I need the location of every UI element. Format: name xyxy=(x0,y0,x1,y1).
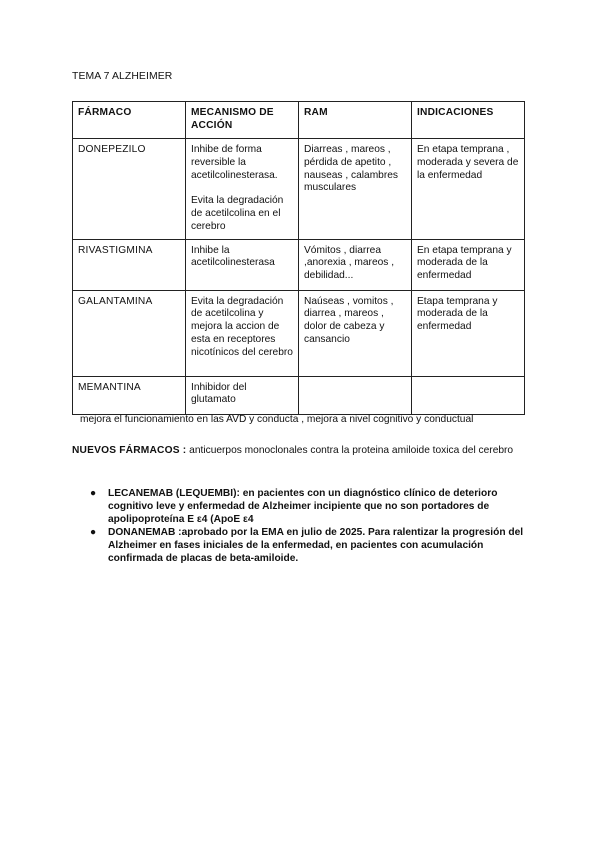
drug-mechanism xyxy=(186,139,299,240)
new-drugs-paragraph xyxy=(72,443,524,458)
drug-indications: En etapa temprana , moderada y severa de la enfermedad xyxy=(412,139,525,240)
list-item xyxy=(72,487,524,526)
drug-name: DONEPEZILO xyxy=(73,139,186,240)
drug-indications xyxy=(412,376,525,414)
header-ram: RAM xyxy=(299,102,412,139)
paragraph-gap xyxy=(191,182,293,195)
table-footnote: mejora el funcionamiento en las AVD y conducta , mejora a nivel cognitivo y conductual xyxy=(80,414,474,425)
table-row xyxy=(73,139,525,240)
list-item-text: DONANEMAB :aprobado por la EMA en julio de 2025. Para ralentizar la progresión del Alzheimer en fases iniciales de la enfermedad, en pacientes con acumulación confirmada de placas de beta-amiloide. xyxy=(108,527,524,564)
new-drugs-list xyxy=(72,487,524,565)
document-title: TEMA 7 ALZHEIMER xyxy=(72,71,173,82)
mechanism-text: Evita la degradación de acetilcolina en el cerebro xyxy=(191,195,284,232)
header-indications: INDICACIONES xyxy=(412,102,525,139)
bullet-icon: ● xyxy=(90,488,97,499)
table-header-row xyxy=(73,102,525,139)
list-item-text: LECANEMAB (LEQUEMBI): en pacientes con un diagnóstico clínico de deterioro cognitivo leve y enfermedad de Alzheimer incipiente que no son portadores de apolipoproteína E ε4 (ApoE ε4 xyxy=(108,488,498,525)
mechanism-text: Inhibe de forma reversible la acetilcolinesterasa. xyxy=(191,144,278,181)
drug-mechanism: Evita la degradación de acetilcolina y mejora la accion de esta en receptores nicotínicos del cerebro xyxy=(186,290,299,376)
drug-mechanism: Inhibe la acetilcolinesterasa xyxy=(186,239,299,290)
bullet-icon: ● xyxy=(90,527,97,538)
drug-indications: En etapa temprana y moderada de la enfermedad xyxy=(412,239,525,290)
drug-ram: Vómitos , diarrea ,anorexia , mareos , debilidad... xyxy=(299,239,412,290)
drug-indications: Etapa temprana y moderada de la enfermedad xyxy=(412,290,525,376)
drug-name: RIVASTIGMINA xyxy=(73,239,186,290)
new-drugs-label: NUEVOS FÁRMACOS : xyxy=(72,445,187,456)
drug-mechanism: Inhibidor del glutamato xyxy=(186,376,299,414)
new-drugs-text: anticuerpos monoclonales contra la proteina amiloide toxica del cerebro xyxy=(186,445,514,456)
table-row xyxy=(73,239,525,290)
header-drug: FÁRMACO xyxy=(73,102,186,139)
drug-name: GALANTAMINA xyxy=(73,290,186,376)
drug-ram: Diarreas , mareos , pérdida de apetito , nauseas , calambres musculares xyxy=(299,139,412,240)
drug-name: MEMANTINA xyxy=(73,376,186,414)
table-row xyxy=(73,290,525,376)
list-item xyxy=(72,526,524,565)
table-row xyxy=(73,376,525,414)
drug-ram xyxy=(299,376,412,414)
drug-ram: Naúseas , vomitos , diarrea , mareos , dolor de cabeza y cansancio xyxy=(299,290,412,376)
drug-table xyxy=(72,101,525,415)
header-mechanism: MECANISMO DE ACCIÓN xyxy=(186,102,299,139)
